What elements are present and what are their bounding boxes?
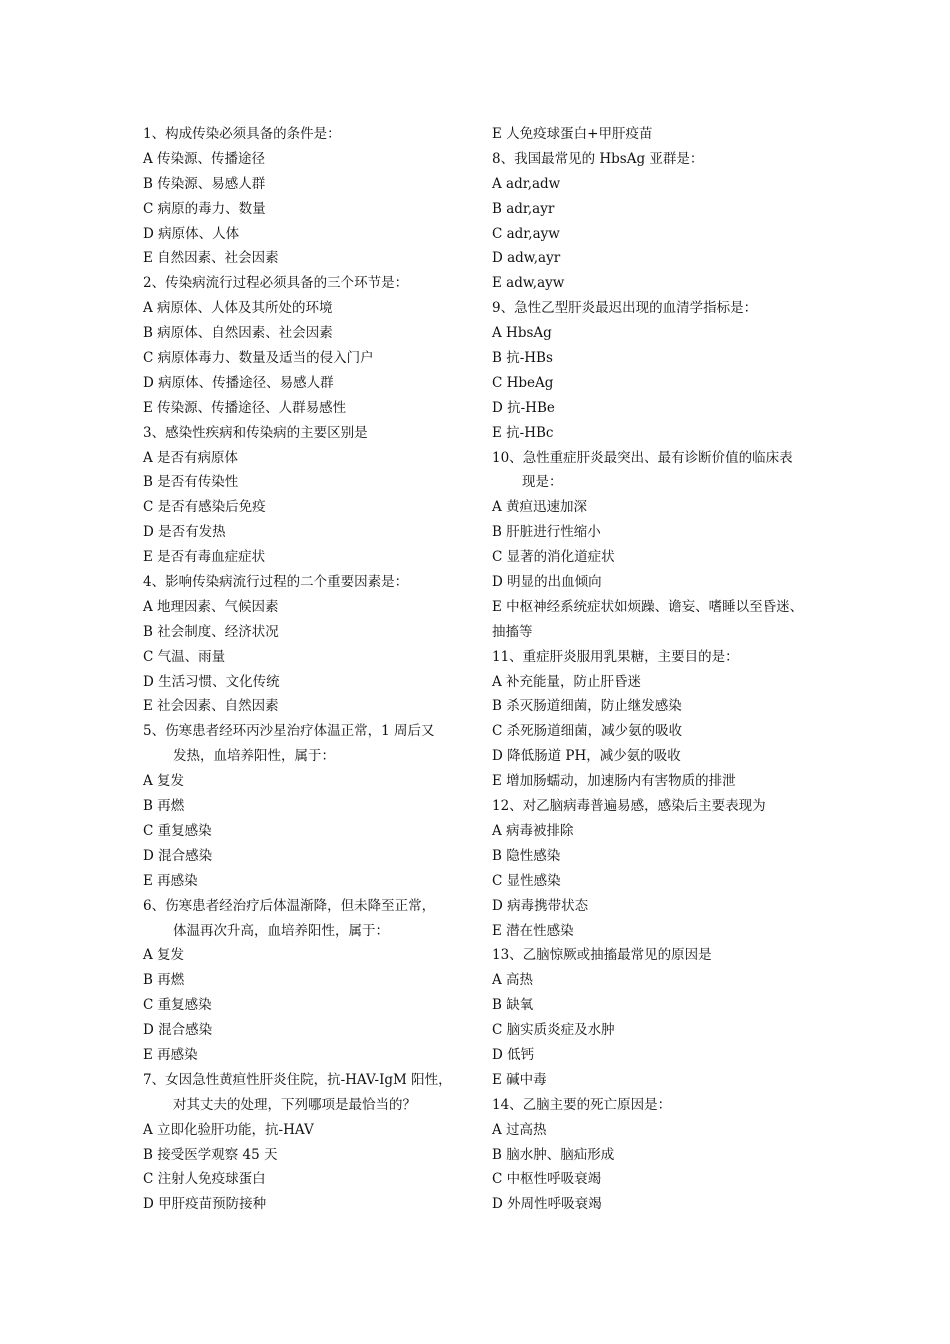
answer-option: A 病原体、人体及其所处的环境: [143, 300, 333, 317]
question-number: 6、: [143, 897, 166, 914]
answer-option: A HbsAg: [492, 325, 552, 342]
question-number: 7、: [143, 1071, 166, 1088]
question-number: 9、: [492, 300, 515, 317]
answer-option: E 再感染: [143, 872, 198, 889]
answer-option: E 再感染: [143, 1046, 198, 1063]
question-text: 女因急性黄疸性肝炎住院，抗-HAV-IgM 阳性，: [165, 1071, 452, 1088]
answer-option: E 中枢神经系统症状如烦躁、谵妄、嗜睡以至昏迷、: [492, 598, 804, 615]
answer-option: E 碱中毒: [492, 1071, 547, 1088]
answer-option: C adr,ayw: [492, 225, 560, 242]
left-column: [143, 122, 473, 1217]
question-text-continued: 对其丈夫的处理，下列哪项是最恰当的？: [173, 1096, 416, 1113]
answer-option: D 外周性呼吸衰竭: [492, 1196, 602, 1213]
answer-option: B 再燃: [143, 798, 185, 815]
question-text: 构成传染必须具备的条件是：: [165, 126, 341, 142]
answer-option: A 地理因素、气候因素: [143, 598, 279, 615]
question-stem: [143, 421, 473, 446]
answer-option: A 黄疸迅速加深: [492, 499, 588, 516]
answer-option: B 接受医学观察 45 天: [143, 1146, 278, 1163]
question-stem: [492, 147, 822, 172]
answer-option: D 病原体、人体: [143, 225, 240, 242]
answer-option: B 脑水肿、脑疝形成: [492, 1146, 615, 1163]
answer-option: B 隐性感染: [492, 847, 561, 864]
question-number: 14、: [492, 1096, 523, 1113]
answer-option: C 气温、雨量: [143, 648, 226, 665]
answer-option: C 病原的毒力、数量: [143, 200, 266, 217]
answer-option: B 是否有传染性: [143, 474, 239, 491]
answer-option: A 病毒被排除: [492, 822, 574, 839]
answer-option: A adr,adw: [492, 175, 561, 192]
answer-option: A 高热: [492, 972, 534, 989]
answer-option: E 潜在性感染: [492, 922, 574, 939]
answer-option: D 生活习惯、文化传统: [143, 673, 280, 690]
answer-option: C 显性感染: [492, 872, 561, 889]
answer-option: A 过高热: [492, 1121, 547, 1138]
question-text: 感染性疾病和传染病的主要区别是: [165, 424, 368, 441]
answer-option: B 病原体、自然因素、社会因素: [143, 325, 333, 342]
answer-option: B 杀灭肠道细菌，防止继发感染: [492, 698, 682, 715]
question-number: 13、: [492, 947, 523, 964]
question-number: 4、: [143, 574, 166, 591]
answer-option: D adw,ayr: [492, 250, 561, 267]
answer-option: A 是否有病原体: [143, 449, 239, 466]
question-stem: [143, 122, 473, 147]
answer-option-continued: 抽搐等: [492, 623, 533, 640]
answer-option: D 病原体、传播途径、易感人群: [143, 374, 334, 391]
answer-option: C HbeAg: [492, 374, 554, 391]
question-number: 12、: [492, 798, 523, 815]
answer-option: D 混合感染: [143, 847, 213, 864]
question-text: 对乙脑病毒普遍易感，感染后主要表现为: [522, 798, 766, 815]
question-stem: [143, 1068, 473, 1093]
question-stem: [492, 943, 822, 968]
answer-option: C 重复感染: [143, 822, 212, 839]
question-number: 2、: [143, 275, 166, 292]
question-stem: [143, 894, 473, 919]
answer-option: D 甲肝疫苗预防接种: [143, 1196, 267, 1213]
answer-option: A 复发: [143, 773, 185, 790]
answer-option: D 低钙: [492, 1046, 535, 1063]
answer-option: A 复发: [143, 947, 185, 964]
question-number: 1、: [143, 126, 166, 142]
answer-option: D 混合感染: [143, 1022, 213, 1039]
answer-option: B 肝脏进行性缩小: [492, 524, 601, 541]
question-stem: [492, 446, 822, 471]
answer-option: C 脑实质炎症及水肿: [492, 1022, 615, 1039]
answer-option: D 病毒携带状态: [492, 897, 589, 914]
question-text: 伤寒患者经治疗后体温渐降，但未降至正常，: [165, 897, 436, 914]
answer-option: C 中枢性呼吸衰竭: [492, 1171, 602, 1188]
answer-option: D 抗-HBe: [492, 399, 555, 416]
answer-option: A 传染源、传播途径: [143, 150, 266, 167]
answer-option: C 是否有感染后免疫: [143, 499, 266, 516]
question-text: 乙脑主要的死亡原因是：: [522, 1096, 672, 1113]
question-number: 10、: [492, 449, 523, 466]
answer-option: A 补充能量，防止肝昏迷: [492, 673, 642, 690]
question-text: 传染病流行过程必须具备的三个环节是：: [165, 275, 409, 292]
answer-option: C 杀死肠道细菌，减少氨的吸收: [492, 723, 683, 740]
question-number: 3、: [143, 424, 166, 441]
question-stem: [143, 570, 473, 595]
answer-option: C 重复感染: [143, 997, 212, 1014]
question-text-continued: 现是：: [522, 474, 563, 491]
answer-option: A 立即化验肝功能，抗-HAV: [143, 1121, 314, 1138]
answer-option: E 抗-HBc: [492, 424, 554, 441]
answer-option: E 自然因素、社会因素: [143, 250, 279, 267]
answer-option: B adr,ayr: [492, 200, 555, 217]
answer-option: C 显著的消化道症状: [492, 549, 615, 566]
question-stem: [143, 271, 473, 296]
answer-option: E 传染源、传播途径、人群易感性: [143, 399, 347, 416]
question-stem: [492, 794, 822, 819]
answer-option: E 人免疫球蛋白+甲肝疫苗: [492, 126, 653, 142]
question-text-continued: 体温再次升高，血培养阳性，属于：: [173, 922, 389, 939]
answer-option: E 社会因素、自然因素: [143, 698, 279, 715]
answer-option: B 传染源、易感人群: [143, 175, 266, 192]
answer-option: D 明显的出血倾向: [492, 574, 602, 591]
question-number: 8、: [492, 150, 515, 167]
question-text: 急性乙型肝炎最迟出现的血清学指标是：: [514, 300, 758, 317]
question-text-continued: 发热，血培养阳性，属于：: [173, 748, 335, 765]
answer-option: 11、重症肝炎服用乳果糖，主要目的是：: [492, 648, 739, 665]
question-text: 急性重症肝炎最突出、最有诊断价值的临床表: [522, 449, 793, 466]
answer-option: E 增加肠蠕动，加速肠内有害物质的排泄: [492, 773, 736, 790]
question-stem: [143, 719, 473, 744]
answer-option: B 缺氧: [492, 997, 534, 1014]
question-text: 影响传染病流行过程的二个重要因素是：: [165, 574, 409, 591]
answer-option: D 是否有发热: [143, 524, 226, 541]
answer-option: D 降低肠道 PH，减少氨的吸收: [492, 748, 681, 765]
answer-option: E 是否有毒血症症状: [143, 549, 266, 566]
answer-option: C 病原体毒力、数量及适当的侵入门户: [143, 350, 374, 367]
question-text: 我国最常见的 HbsAg 亚群是：: [514, 150, 704, 167]
answer-option: E adw,ayw: [492, 275, 565, 292]
answer-option: B 抗-HBs: [492, 350, 553, 367]
question-stem: [492, 1093, 822, 1118]
question-number: 5、: [143, 723, 166, 740]
question-text: 乙脑惊厥或抽搐最常见的原因是: [522, 947, 712, 964]
answer-option: B 再燃: [143, 972, 185, 989]
question-stem: [492, 296, 822, 321]
right-column: [492, 122, 822, 1217]
question-text: 伤寒患者经环丙沙星治疗体温正常，1 周后又: [165, 723, 435, 740]
answer-option: B 社会制度、经济状况: [143, 623, 279, 640]
answer-option: C 注射人免疫球蛋白: [143, 1171, 266, 1188]
